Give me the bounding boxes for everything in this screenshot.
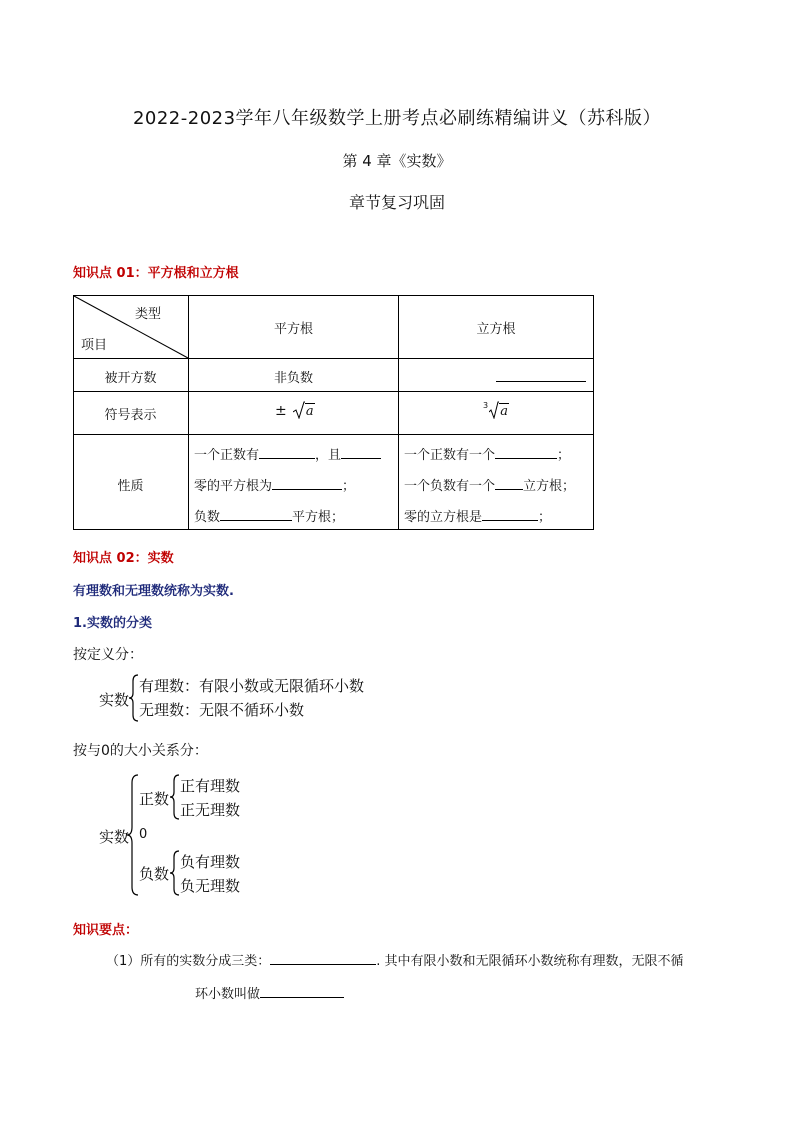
- cb-prop2-text-b: 立方根；: [523, 479, 576, 494]
- sq-prop1-blank-2: [341, 444, 381, 459]
- square-root-radicand-symbol: a: [305, 404, 314, 419]
- col-cube-root: 立方根: [476, 322, 516, 337]
- roots-table: [73, 295, 594, 530]
- plus-minus-sign: ±: [275, 403, 287, 419]
- cb-prop3-text: 零的立方根是: [404, 510, 483, 525]
- real-label-1: 实数: [99, 691, 130, 709]
- real-label-2: 实数: [99, 828, 130, 846]
- cube-root-radicand-symbol: a: [500, 404, 508, 419]
- section-title: 章节复习巩固: [348, 193, 445, 212]
- cube-radical-icon: [489, 401, 499, 419]
- classification-subheading: 1.实数的分类: [73, 616, 152, 631]
- q1-blank-1: [270, 950, 376, 965]
- sq-prop3-text-b: 平方根；: [292, 510, 345, 525]
- chapter-title: 第 4 章《实数》: [342, 152, 452, 170]
- sq-prop2-text: 零的平方根为: [194, 479, 273, 494]
- sq-prop1-blank-1: [259, 444, 315, 459]
- cb-prop2-text-a: 一个负数有一个: [404, 479, 496, 494]
- sq-prop2-end: ；: [342, 479, 356, 494]
- big-brace-icon: [126, 773, 140, 897]
- negative-irrational: 负无理数: [180, 877, 241, 895]
- col-square-root: 平方根: [273, 322, 313, 337]
- cube-root-radicand-blank: [496, 381, 586, 382]
- cb-prop3-blank: [482, 506, 538, 521]
- square-root-property-2: [194, 475, 355, 494]
- q1-text-a: （1）所有的实数分成三类：: [106, 954, 271, 969]
- sq-prop2-blank: [272, 475, 342, 490]
- negative-label: 负数: [139, 865, 170, 883]
- corner-type-label: 类型: [135, 307, 162, 322]
- cb-prop1-blank: [495, 444, 557, 459]
- sq-prop3-text-a: 负数: [194, 510, 221, 525]
- corner-item-label: 项目: [81, 338, 108, 353]
- zero-label: 0: [139, 827, 148, 842]
- row-radicand-label: 被开方数: [104, 371, 157, 386]
- row-property-label: 性质: [117, 479, 144, 494]
- document-title: 2022-2023学年八年级数学上册考点必刷练精编讲义（苏科版）: [132, 108, 662, 129]
- sq-prop1-text-b: ，且: [315, 448, 342, 463]
- knowledge-point-2-heading: 知识点 02：实数: [73, 551, 174, 566]
- cb-prop1-end: ；: [557, 448, 571, 463]
- radical-sign-icon: [293, 401, 305, 419]
- q1-blank-2: [260, 983, 344, 998]
- real-number-summary: 有理数和无理数统称为实数.: [73, 584, 234, 599]
- row-symbol-label: 符号表示: [104, 408, 157, 423]
- square-root-symbol: [275, 401, 315, 419]
- cb-prop3-end: ；: [538, 510, 552, 525]
- cube-root-property-2: [404, 475, 575, 494]
- by-size-label: 按与0的大小关系分：: [73, 743, 208, 759]
- by-definition-label: 按定义分：: [73, 647, 143, 663]
- q1-text-b: . 其中有限小数和无限循环小数统称有理数，无限不循: [376, 954, 684, 969]
- sq-prop1-text-a: 一个正数有: [194, 448, 260, 463]
- positive-label: 正数: [139, 790, 170, 808]
- question-1-line-1: [106, 950, 684, 969]
- question-1-line-2: [195, 983, 344, 1002]
- knowledge-point-1-heading: 知识点 01：平方根和立方根: [73, 266, 239, 281]
- cube-root-property-3: [404, 506, 551, 525]
- positive-rational: 正有理数: [180, 777, 241, 795]
- cb-prop1-text: 一个正数有一个: [404, 448, 496, 463]
- knowledge-essentials-heading: 知识要点：: [73, 923, 139, 938]
- square-root-property-1: [194, 444, 381, 463]
- cube-root-index: 3: [483, 400, 489, 410]
- rational-definition: 有理数：有限小数或无限循环小数: [139, 677, 365, 695]
- irrational-definition: 无理数：无限不循环小数: [139, 701, 305, 719]
- cube-root-symbol: [483, 401, 509, 419]
- cb-prop2-blank: [495, 475, 523, 490]
- square-root-radicand: 非负数: [273, 371, 313, 386]
- q1-text-c: 环小数叫做: [195, 987, 261, 1002]
- negative-rational: 负有理数: [180, 853, 241, 871]
- sq-prop3-blank: [220, 506, 292, 521]
- cube-root-property-1: [404, 444, 570, 463]
- square-root-property-3: [194, 506, 344, 525]
- positive-irrational: 正无理数: [180, 801, 241, 819]
